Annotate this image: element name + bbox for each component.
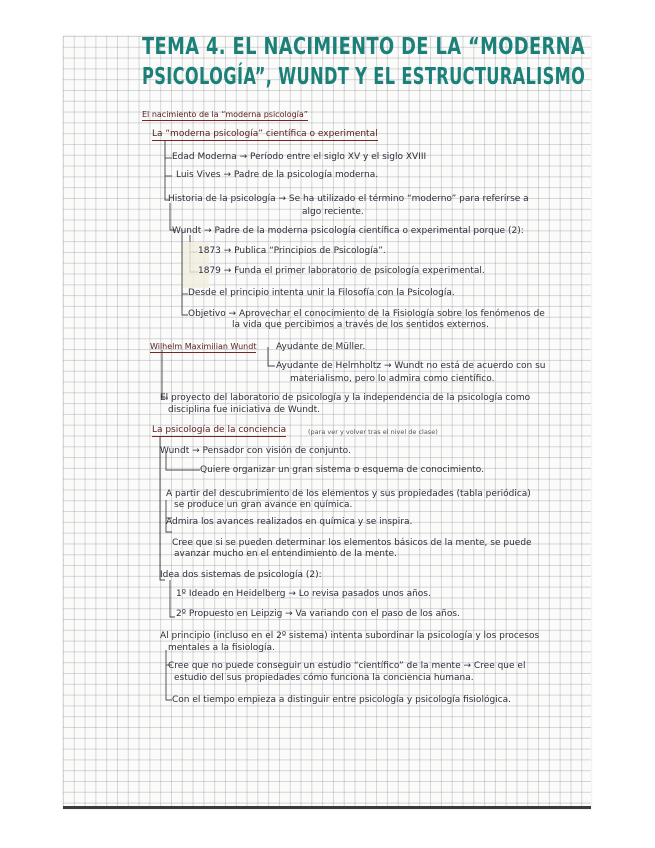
section-heading-conciencia: La psicología de la conciencia xyxy=(152,425,287,435)
note-admira-avances: Admira los avances realizados en química y se inspira. xyxy=(166,517,413,527)
note-al-principio: Al principio (incluso en el 2º sistema) intenta subordinar la psicología y los procesos xyxy=(160,631,540,641)
note-cree-no-puede-cont: estudio del sus propiedades cómo funciona la conciencia humana. xyxy=(174,673,474,683)
note-cree-elementos: Cree que si se pueden determinar los elementos básicos de la mente, se puede xyxy=(172,538,532,548)
note-proyecto-laboratorio: El proyecto del laboratorio de psicología y la independencia de la psicología como xyxy=(160,393,531,403)
note-ayudante-muller: Ayudante de Müller. xyxy=(276,342,366,352)
note-cree-elementos-cont: avanzar mucho en el entendimiento de la mente. xyxy=(174,549,397,559)
note-al-principio-cont: mentales a la fisiología. xyxy=(168,643,275,653)
note-unir-filosofia: Desde el principio intenta unir la Filosofía con la Psicología. xyxy=(188,288,455,298)
note-idea-dos-sistemas: Idea dos sistemas de psicología (2): xyxy=(160,570,322,580)
page-title-line-1: TEMA 4. EL NACIMIENTO DE LA “MODERNA xyxy=(142,34,586,60)
note-proyecto-laboratorio-cont: disciplina fue iniciativa de Wundt. xyxy=(168,405,321,415)
note-edad-moderna: Edad Moderna → Período entre el siglo XV y el siglo XVIII xyxy=(172,152,427,162)
note-quiere-organizar: Quiere organizar un gran sistema o esquema de conocimiento. xyxy=(200,465,485,475)
note-sistema-2: 2º Propuesto en Leipzig → Va variando con el paso de los años. xyxy=(176,609,460,619)
section-heading-nacimiento: El nacimiento de la “moderna psicología” xyxy=(142,110,308,119)
note-a-partir-descubrimiento: A partir del descubrimiento de los elementos y sus propiedades (tabla periódica) xyxy=(166,489,531,499)
subheading-moderna-psicologia: La “moderna psicología” científica o experimental xyxy=(152,129,378,139)
note-a-partir-descubrimiento-cont: se produce un gran avance en química. xyxy=(174,500,353,510)
note-con-el-tiempo: Con el tiempo empieza a distinguir entre psicología y psicología fisiológica. xyxy=(172,695,511,705)
note-wundt-padre: Wundt → Padre de la moderna psicología científica o experimental porque (2): xyxy=(172,226,524,236)
note-materialismo: materialismo, pero lo admira como científico. xyxy=(290,374,495,384)
note-1873: 1873 → Publica “Principios de Psicología”. xyxy=(198,246,386,256)
note-objetivo-cont: la vida que percibimos a través de los sentidos externos. xyxy=(232,320,489,330)
note-ayudante-helmholtz: Ayudante de Helmholtz → Wundt no está de acuerdo con su xyxy=(276,361,546,371)
note-objetivo: Objetivo → Aprovechar el conocimiento de la Fisiología sobre los fenómenos de xyxy=(188,309,545,319)
note-cree-no-puede: Cree que no puede conseguir un estudio “científico” de la mente → Cree que el xyxy=(168,661,526,671)
wundt-name-heading: Wilhelm Maximilian Wundt xyxy=(150,342,257,351)
note-luis-vives: Luis Vives → Padre de la psicología moderna. xyxy=(176,170,379,180)
note-sistema-1: 1º Ideado en Heidelberg → Lo revisa pasados unos años. xyxy=(176,589,431,599)
note-historia-psicologia: Historia de la psicología → Se ha utilizado el término “moderno” para referirse a xyxy=(168,194,529,204)
page-title-line-2: PSICOLOGÍA”, WUNDT Y EL ESTRUCTURALISMO xyxy=(142,64,586,90)
note-1879: 1879 → Funda el primer laboratorio de psicología experimental. xyxy=(198,266,485,276)
section-heading-note: (para ver y volver tras el nivel de clase) xyxy=(308,428,438,436)
note-historia-psicologia-cont: algo reciente. xyxy=(302,207,364,217)
note-wundt-pensador: Wundt → Pensador con visión de conjunto. xyxy=(160,446,351,456)
